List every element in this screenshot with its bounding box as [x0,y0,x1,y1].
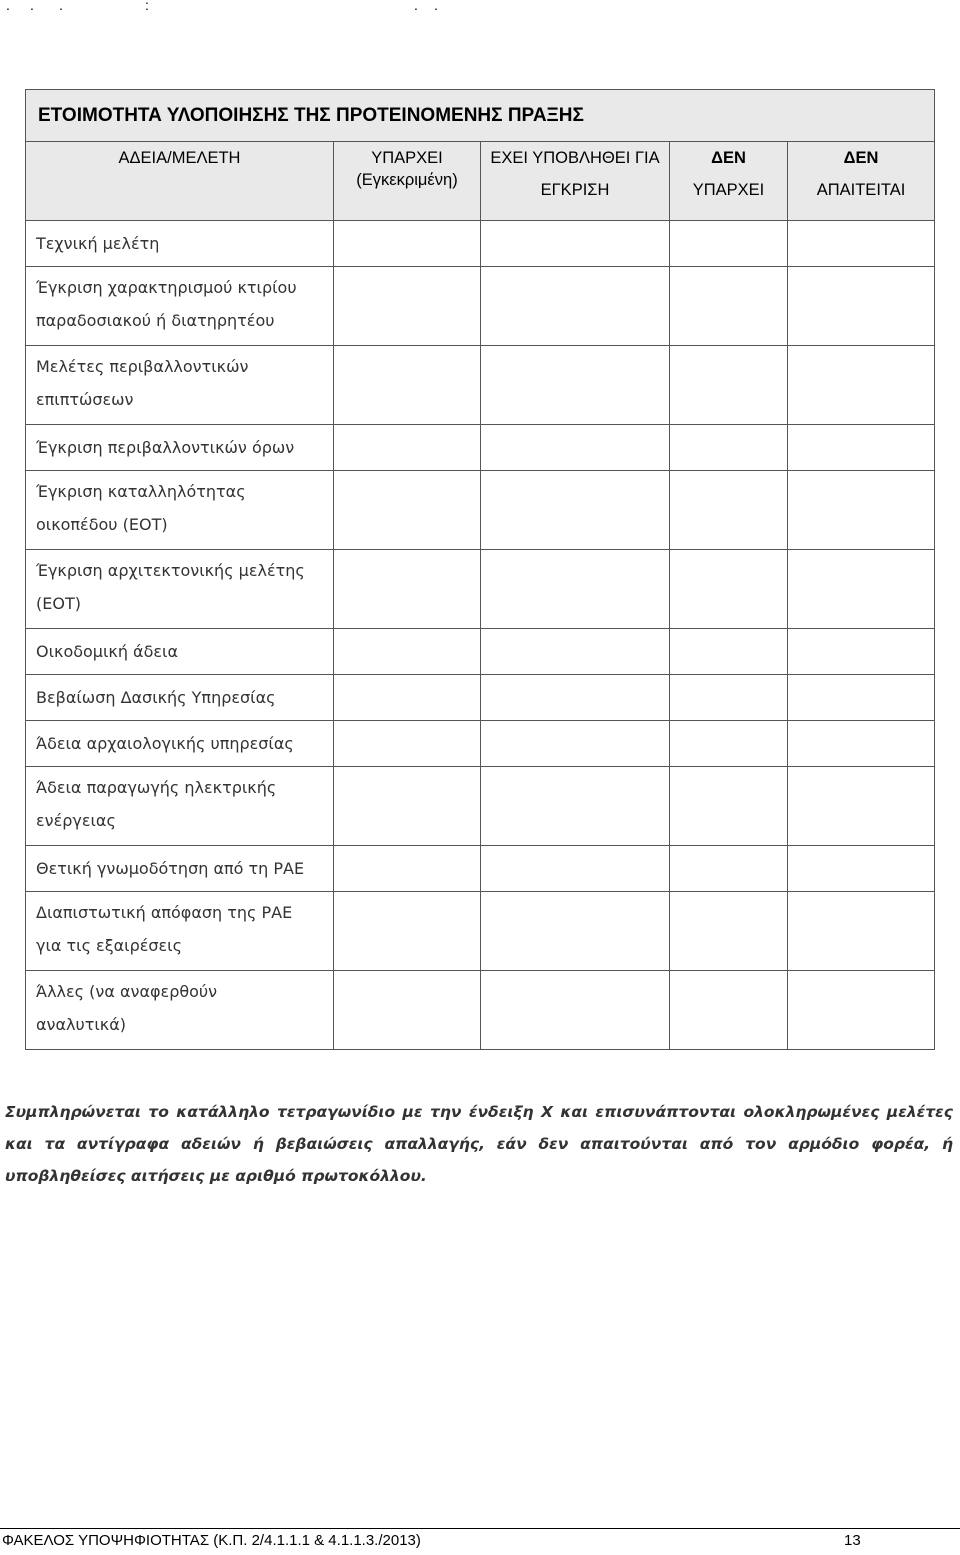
checkbox-cell-not-required[interactable] [788,846,935,892]
checkbox-cell-not-exists[interactable] [670,971,788,1050]
table-row [26,471,935,550]
readiness-table [25,89,935,1050]
header-line: ΔΕΝ [843,149,879,167]
header-permit-study [26,142,334,221]
table-row [26,892,935,971]
table-row [26,425,935,471]
checkbox-cell-submitted[interactable] [481,846,670,892]
top-mark: . [30,0,34,13]
table-header-row [26,142,935,221]
header-line: ΕΧΕΙ ΥΠΟΒΛΗΘΕΙ ΓΙΑ [490,149,660,167]
checkbox-cell-exists[interactable] [334,721,481,767]
page-number: 13 [844,1532,861,1549]
checkbox-cell-not-required[interactable] [788,346,935,425]
header-line: ΕΓΚΡΙΣΗ [540,181,610,199]
header-submitted [481,142,670,221]
table-row [26,267,935,346]
table-row [26,221,935,267]
checkbox-cell-not-exists[interactable] [670,721,788,767]
checkbox-cell-not-required[interactable] [788,675,935,721]
table-title: ΕΤΟΙΜΟΤΗΤΑ ΥΛΟΠΟΙΗΣΗΣ ΤΗΣ ΠΡΟΤΕΙΝΟΜΕΝΗΣ ΠΡΑΞΗΣ [26,90,935,142]
row-label [26,629,334,675]
table-row [26,721,935,767]
row-label-line: Άλλες (να αναφερθούν [36,982,218,1001]
checkbox-cell-not-required[interactable] [788,767,935,846]
checkbox-cell-not-exists[interactable] [670,675,788,721]
header-line: ΑΔΕΙΑ/ΜΕΛΕΤΗ [118,149,241,167]
header-line: ΥΠΑΡΧΕΙ [692,181,765,199]
row-label-line: Οικοδομική άδεια [36,642,178,661]
row-label-line: Μελέτες περιβαλλοντικών [36,357,249,376]
checkbox-cell-not-required[interactable] [788,221,935,267]
checkbox-cell-exists[interactable] [334,892,481,971]
row-label [26,471,334,550]
row-label-line: Άδεια παραγωγής ηλεκτρικής [36,778,277,797]
row-label-line: Έγκριση χαρακτηρισμού κτιρίου [36,278,297,297]
row-label [26,846,334,892]
checkbox-cell-not-required[interactable] [788,425,935,471]
checkbox-cell-not-required[interactable] [788,471,935,550]
checkbox-cell-exists[interactable] [334,267,481,346]
row-label [26,425,334,471]
table-row [26,629,935,675]
checkbox-cell-not-exists[interactable] [670,471,788,550]
checkbox-cell-not-exists[interactable] [670,346,788,425]
header-line: (Εγκεκριμένη) [356,171,458,189]
checkbox-cell-exists[interactable] [334,550,481,629]
table-row [26,675,935,721]
checkbox-cell-exists[interactable] [334,629,481,675]
checkbox-cell-not-exists[interactable] [670,767,788,846]
table-row [26,846,935,892]
row-label-line: Τεχνική μελέτη [36,234,160,253]
top-marks [0,0,460,16]
instruction-note: Συμπληρώνεται το κατάλληλο τετραγωνίδιο με την ένδειξη Χ και επισυνάπτονται ολοκληρωμένες μελέτες και τα αντίγραφα αδειών ή βεβαιώσεις απαλλαγής, εάν δεν απαιτούνται από τον αρμόδιο φορέα, ή υποβληθείσες αιτήσεις με αριθμό πρωτοκόλλου. [5,1103,953,1185]
checkbox-cell-not-exists[interactable] [670,846,788,892]
checkbox-cell-submitted[interactable] [481,267,670,346]
row-label-line: Βεβαίωση Δασικής Υπηρεσίας [36,688,276,707]
checkbox-cell-exists[interactable] [334,221,481,267]
table-row [26,971,935,1050]
header-not-required [788,142,935,221]
checkbox-cell-submitted[interactable] [481,346,670,425]
row-label [26,550,334,629]
row-label-line: Έγκριση περιβαλλοντικών όρων [36,438,295,457]
checkbox-cell-not-required[interactable] [788,721,935,767]
row-label-line: επιπτώσεων [36,390,134,409]
checkbox-cell-submitted[interactable] [481,425,670,471]
checkbox-cell-exists[interactable] [334,846,481,892]
row-label [26,892,334,971]
row-label [26,767,334,846]
top-mark: : [145,0,149,13]
checkbox-cell-not-required[interactable] [788,629,935,675]
header-line: ΥΠΑΡΧΕΙ [371,149,443,167]
checkbox-cell-not-exists[interactable] [670,629,788,675]
checkbox-cell-exists[interactable] [334,425,481,471]
checkbox-cell-not-required[interactable] [788,550,935,629]
table-row [26,346,935,425]
top-mark: . [6,0,10,13]
checkbox-cell-submitted[interactable] [481,629,670,675]
row-label-line: ενέργειας [36,811,116,830]
row-label-line: (ΕΟΤ) [36,594,81,613]
row-label-line: Έγκριση καταλληλότητας [36,482,246,501]
row-label-line: Έγκριση αρχιτεκτονικής μελέτης [36,561,305,580]
footer-divider [0,1528,960,1529]
top-mark: . [434,0,438,13]
checkbox-cell-exists[interactable] [334,346,481,425]
header-line: ΔΕΝ [711,149,746,167]
footer-title: ΦΑΚΕΛΟΣ ΥΠΟΨΗΦΙΟΤΗΤΑΣ (Κ.Π. 2/4.1.1.1 & 4.1.1.3./2013) [2,1532,421,1549]
row-label-line: αναλυτικά) [36,1015,127,1034]
checkbox-cell-submitted[interactable] [481,767,670,846]
row-label-line: για τις εξαιρέσεις [36,936,182,955]
row-label [26,346,334,425]
row-label [26,721,334,767]
checkbox-cell-submitted[interactable] [481,550,670,629]
checkbox-cell-not-exists[interactable] [670,550,788,629]
checkbox-cell-not-exists[interactable] [670,892,788,971]
checkbox-cell-not-exists[interactable] [670,425,788,471]
row-label [26,971,334,1050]
row-label-line: Άδεια αρχαιολογικής υπηρεσίας [36,734,294,753]
checkbox-cell-exists[interactable] [334,971,481,1050]
row-label [26,267,334,346]
row-label-line: Διαπιστωτική απόφαση της ΡΑΕ [36,903,293,922]
checkbox-cell-submitted[interactable] [481,471,670,550]
row-label-line: Θετική γνωμοδότηση από τη ΡΑΕ [36,859,305,878]
checkbox-cell-exists[interactable] [334,767,481,846]
header-exists [334,142,481,221]
checkbox-cell-not-required[interactable] [788,971,935,1050]
checkbox-cell-submitted[interactable] [481,675,670,721]
checkbox-cell-submitted[interactable] [481,721,670,767]
checkbox-cell-submitted[interactable] [481,971,670,1050]
checkbox-cell-exists[interactable] [334,675,481,721]
table-row [26,767,935,846]
row-label-line: οικοπέδου (ΕΟΤ) [36,515,168,534]
header-line: ΑΠΑΙΤΕΙΤΑΙ [816,181,906,199]
checkbox-cell-not-exists[interactable] [670,267,788,346]
row-label [26,675,334,721]
checkbox-cell-submitted[interactable] [481,221,670,267]
checkbox-cell-not-required[interactable] [788,892,935,971]
checkbox-cell-submitted[interactable] [481,892,670,971]
checkbox-cell-not-exists[interactable] [670,221,788,267]
top-mark: . [414,0,418,13]
table-title-row [26,90,935,142]
checkbox-cell-not-required[interactable] [788,267,935,346]
checkbox-cell-exists[interactable] [334,471,481,550]
table-row [26,550,935,629]
row-label-line: παραδοσιακού ή διατηρητέου [36,311,275,330]
row-label [26,221,334,267]
top-mark: . [59,0,63,13]
header-not-exists [670,142,788,221]
